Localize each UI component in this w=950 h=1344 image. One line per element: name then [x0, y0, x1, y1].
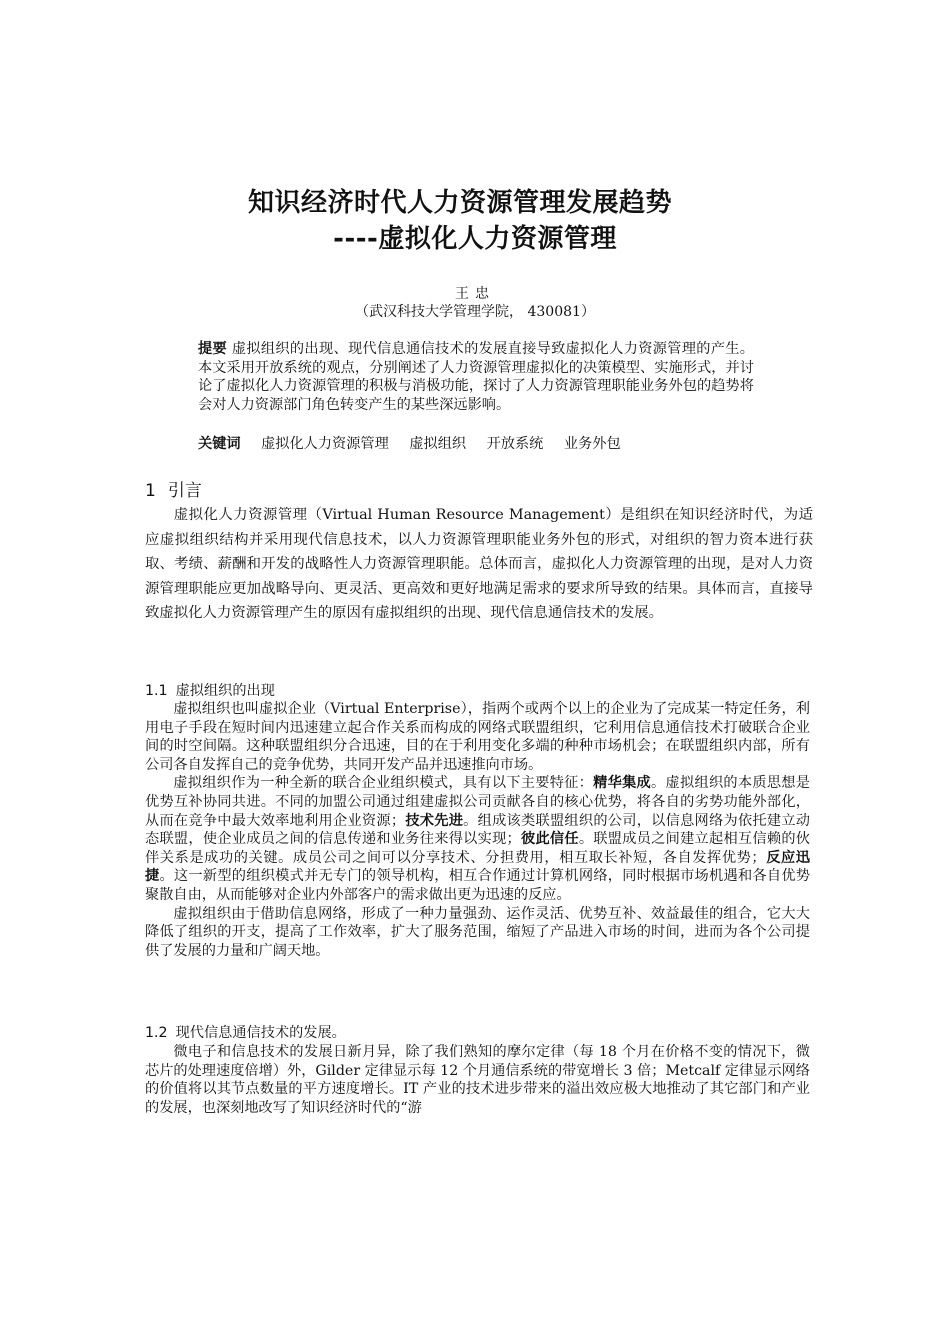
keywords-label: 关键词	[198, 436, 241, 452]
paragraph: 虚拟组织由于借助信息网络，形成了一种力量强劲、运作灵活、优势互补、效益最佳的组合，它大大降低了组织的开支，提高了工作效率，扩大了服务范围，缩短了产品进入市场的时间，进而为各个公司提供了发展的力量和广阔天地。	[145, 905, 810, 959]
abstract-label: 提要	[198, 341, 228, 357]
feature-term: 反应迅捷	[145, 849, 810, 885]
abstract	[198, 340, 754, 414]
feature-term: 彼此信任	[520, 831, 579, 848]
keyword-item: 开放系统	[486, 436, 544, 452]
text-run: 。组成该类联盟组织的公司，以信息网络为依托建立动态联盟，使企业成员之间的信息传递和业务往来得以实现；	[145, 812, 810, 848]
section-1-2-body	[145, 1043, 810, 1117]
feature-term: 精华集成	[593, 775, 652, 792]
text-run: 虚拟组织作为一种全新的联合企业组织模式，具有以下主要特征：	[173, 775, 594, 792]
paragraph: 虚拟组织也叫虚拟企业（Virtual Enterprise），指两个或两个以上的企业为了完成某一特定任务，利用电子手段在短时间内迅速建立起合作关系而构成的网络式联盟组织，它利用信息通信技术打破联合企业间的时空间隔。这种联盟组织分合迅速，目的在于利用变化多端的种种市场机会；在联盟组织内部，所有公司各自发挥自己的竞争优势，共同开发产品并迅速推向市场。	[145, 701, 810, 773]
paragraph	[145, 774, 810, 904]
abstract-text: 虚拟组织的出现、现代信息通信技术的发展直接导致虚拟化人力资源管理的产生。本文采用开放系统的观点，分别阐述了人力资源管理虚拟化的决策模型、实施形式，并讨论了虚拟化人力资源管理的积极与消极功能，探讨了人力资源管理职能业务外包的趋势将会对人力资源部门角色转变产生的某些深远影响。	[198, 341, 754, 413]
section-title: 现代信息通信技术的发展。	[175, 1025, 346, 1041]
section-heading-1-2	[145, 1024, 346, 1042]
section-title: 虚拟组织的出现	[175, 683, 275, 699]
document-subtitle: ----虚拟化人力资源管理	[333, 224, 617, 254]
section-heading-1	[145, 480, 202, 502]
section-heading-1-1	[145, 682, 275, 700]
keyword-item: 虚拟化人力资源管理	[261, 436, 389, 452]
keyword-item: 业务外包	[563, 436, 621, 452]
keywords	[198, 435, 758, 454]
paragraph: 虚拟化人力资源管理（Virtual Human Resource Management）是组织在知识经济时代，为适应虚拟组织结构并采用现代信息技术，以人力资源管理职能业务外包的形式，对组织的智力资本进行获取、考绩、薪酬和开发的战略性人力资源管理职能。总体而言，虚拟化人力资源管理的出现，是对人力资源管理职能应更加战略导向、更灵活、更高效和更好地满足需求的要求所导致的结果。具体而言，直接导致虚拟化人力资源管理产生的原因有虚拟组织的出现、现代信息通信技术的发展。	[145, 507, 813, 621]
section-1-1-body	[145, 700, 810, 960]
section-title: 引言	[167, 481, 202, 501]
section-number: 1.1	[145, 683, 168, 699]
keyword-item: 虚拟组织	[409, 436, 467, 452]
section-number: 1	[145, 481, 156, 501]
document-title: 知识经济时代人力资源管理发展趋势	[247, 188, 672, 218]
text-run: 。虚拟组织的本质思想是优势互补协同共进。不同的加盟公司通过组建虚拟公司贡献各自的核心优势，将各自的劣势功能外部化，从而在竞争中最大效率地利用企业资源；	[145, 775, 810, 829]
author-affiliation: （武汉科技大学管理学院， 430081）	[355, 304, 595, 320]
paragraph: 微电子和信息技术的发展日新月异，除了我们熟知的摩尔定律（每 18 个月在价格不变的情况下，微芯片的处理速度倍增）外，Gilder 定律显示每 12 个月通信系统的带宽增长 3 倍；Metcalf 定律显示网络的价值将以其节点数量的平方速度增长。IT 产业的技术进步带来的溢出效应极大地推动了其它部门和产业的发展，也深刻地改写了知识经济时代的“游	[145, 1044, 810, 1116]
author-name: 王忠	[455, 286, 495, 302]
section-1-body	[145, 503, 813, 626]
text-run: 。这一新型的组织模式并无专门的领导机构，相互合作通过计算机网络，同时根据市场机遇和各自优势聚散自由，从而能够对企业内外部客户的需求做出更为迅速的反应。	[145, 868, 810, 903]
text-run: 。联盟成员之间建立起相互信赖的伙伴关系是成功的关键。成员公司之间可以分享技术、分担费用，相互取长补短，各自发挥优势；	[145, 831, 810, 866]
section-number: 1.2	[145, 1025, 168, 1041]
feature-term: 技术先进	[405, 812, 464, 829]
